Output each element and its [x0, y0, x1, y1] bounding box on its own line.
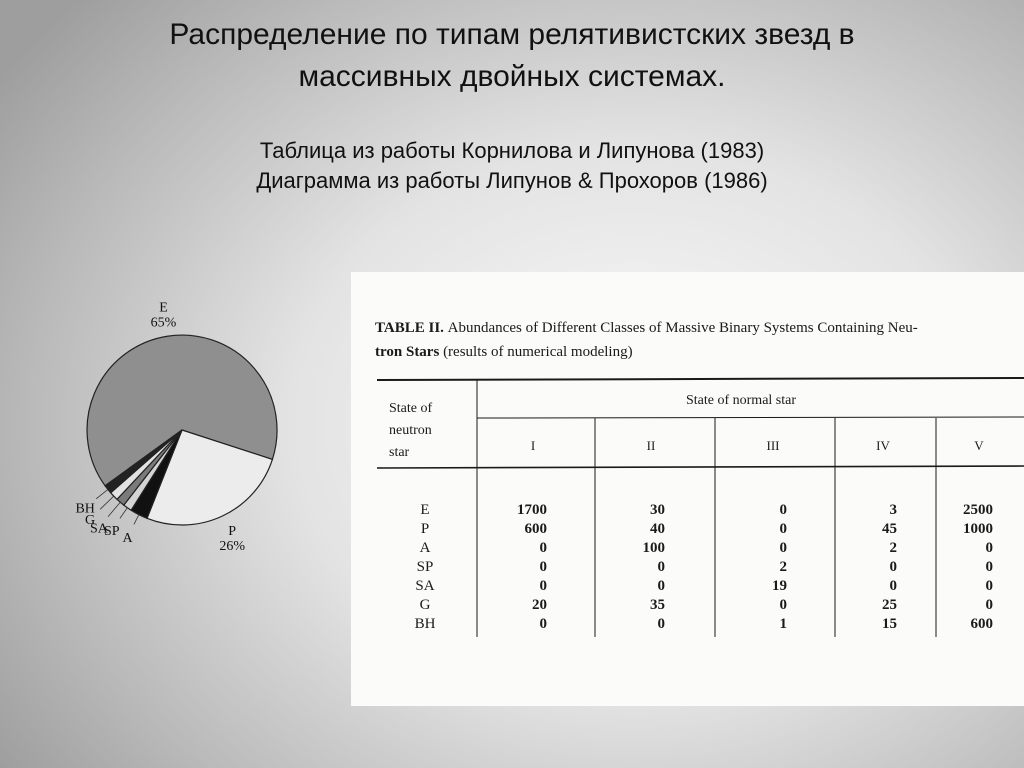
subtitle-line-2: Диаграмма из работы Липунов & Прохоров (1986) [256, 168, 768, 193]
column-header-iii: III [766, 438, 780, 453]
pie-label-sa: SA [89, 521, 108, 537]
row-label-bh: BH [414, 616, 436, 632]
pie-label-sp: SP [104, 523, 120, 539]
row-label-g: G [419, 597, 431, 613]
leader-line-g [100, 496, 114, 509]
cell-sa-ii: 0 [657, 578, 665, 594]
slide-title [0, 14, 1024, 98]
cell-sa-iii: 19 [772, 578, 787, 594]
cell-sa-iv: 0 [889, 578, 897, 594]
pie-chart [30, 280, 350, 554]
cell-e-iv: 3 [889, 502, 897, 518]
cell-sa-i: 0 [539, 578, 547, 594]
subtitle-line-1: Таблица из работы Корнилова и Липунова (1983) [259, 138, 765, 163]
cell-g-iii: 0 [779, 597, 787, 613]
cell-e-ii: 30 [650, 502, 665, 518]
row-header-label: State of neutron star [389, 401, 433, 460]
slide-subtitle [0, 136, 1024, 196]
cell-bh-iii: 1 [779, 616, 787, 632]
cell-p-i: 600 [524, 521, 547, 537]
leader-line-a [134, 515, 139, 525]
row-label-sp: SP [416, 559, 434, 575]
leader-line-bh [96, 489, 108, 498]
title-line-1: Распределение по типам релятивистских звезд в [169, 18, 855, 51]
table-caption-line-1: TABLE II. Abundances of Different Classes of Massive Binary Systems Containing Neu- [375, 320, 918, 336]
row-label-a: A [419, 540, 431, 556]
cell-a-ii: 100 [642, 540, 665, 556]
table-top-rule [377, 378, 1024, 380]
cell-sp-iv: 0 [889, 559, 897, 575]
cell-g-v: 0 [985, 597, 993, 613]
leader-line-sp [120, 508, 128, 519]
column-header-v: V [974, 438, 984, 453]
cell-a-i: 0 [539, 540, 547, 556]
group-header: State of normal star [685, 393, 797, 408]
pie-label-p: P 26% [219, 523, 246, 554]
scanned-table-image [351, 272, 1024, 706]
cell-sa-v: 0 [985, 578, 993, 594]
row-label-p: P [420, 521, 430, 537]
cell-p-iii: 0 [779, 521, 787, 537]
cell-e-i: 1700 [517, 502, 547, 518]
cell-g-iv: 25 [882, 597, 897, 613]
pie-label-g: G [85, 513, 96, 529]
cell-p-v: 1000 [963, 521, 993, 537]
cell-bh-i: 0 [539, 616, 547, 632]
cell-sp-ii: 0 [657, 559, 665, 575]
row-label-e: E [420, 502, 430, 518]
cell-bh-v: 600 [970, 616, 993, 632]
pie-label-a: A [122, 530, 133, 546]
cell-a-iii: 0 [779, 540, 787, 556]
pie-label-e: E 65% [150, 300, 177, 331]
column-header-i: I [530, 438, 536, 453]
cell-sp-iii: 2 [779, 559, 787, 575]
cell-a-iv: 2 [889, 540, 897, 556]
cell-e-v: 2500 [963, 502, 993, 518]
row-label-sa: SA [415, 578, 435, 594]
cell-bh-iv: 15 [882, 616, 897, 632]
cell-p-iv: 45 [882, 521, 897, 537]
pie-label-bh: BH [75, 501, 95, 517]
cell-a-v: 0 [985, 540, 993, 556]
group-header-rule [477, 417, 1024, 418]
leader-line-sa [108, 502, 120, 517]
cell-e-iii: 0 [779, 502, 787, 518]
title-line-2: массивных двойных системах. [298, 60, 726, 93]
cell-g-ii: 35 [650, 597, 665, 613]
header-bottom-rule [377, 466, 1024, 468]
cell-bh-ii: 0 [657, 616, 665, 632]
column-header-iv: IV [876, 438, 890, 453]
table-caption-line-2: tron Stars (results of numerical modeling) [375, 344, 633, 360]
abundance-table [351, 272, 1024, 706]
cell-sp-i: 0 [539, 559, 547, 575]
cell-sp-v: 0 [985, 559, 993, 575]
column-header-ii: II [646, 438, 656, 453]
cell-p-ii: 40 [650, 521, 665, 537]
cell-g-i: 20 [532, 597, 547, 613]
